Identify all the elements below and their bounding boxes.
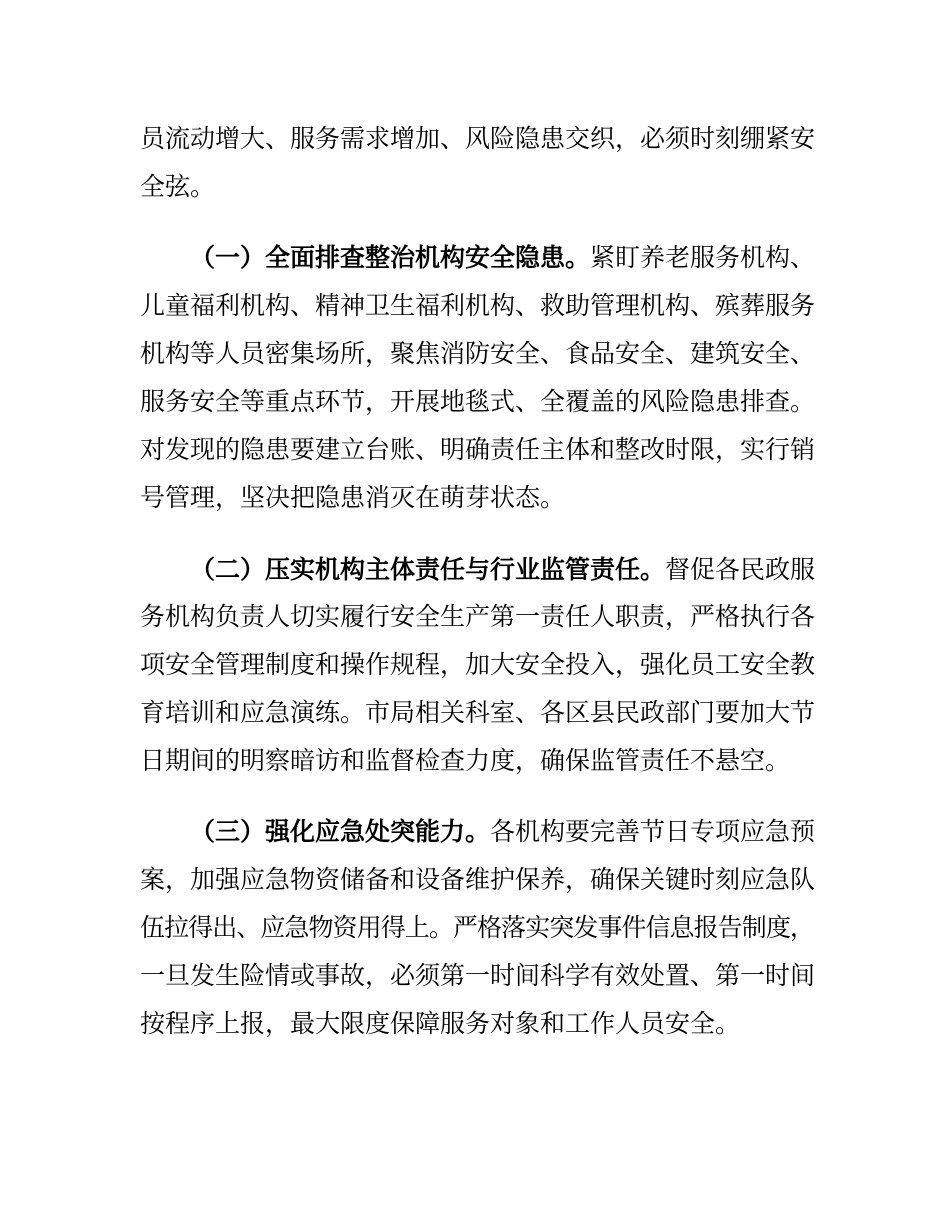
document-body xyxy=(140,116,816,1049)
text-line xyxy=(140,594,816,642)
body-text: 员流动增大、服务需求增加、风险隐患交织，必须时刻绷紧安 xyxy=(140,126,816,153)
body-text: 育培训和应急演练。市局相关科室、各区县民政部门要加大节 xyxy=(140,700,816,728)
body-text: 全弦。 xyxy=(140,174,216,202)
text-line xyxy=(140,164,816,212)
section-heading-text: （二）压实机构主体责任与行业监管责任。 xyxy=(190,555,666,584)
text-line xyxy=(140,379,816,427)
text-line xyxy=(140,116,816,164)
text-line xyxy=(140,690,816,738)
text-line xyxy=(140,738,816,786)
text-line xyxy=(140,857,816,905)
body-text: 项安全管理制度和操作规程，加大安全投入，强化员工安全教 xyxy=(140,651,816,679)
body-text: 紧盯养老服务机构、 xyxy=(590,245,816,273)
paragraph xyxy=(140,546,816,787)
body-text: 伍拉得出、应急物资用得上。严格落实突发事件信息报告制度， xyxy=(140,914,814,942)
body-text: 各机构要完善节日专项应急预 xyxy=(490,819,816,847)
text-line xyxy=(140,905,816,953)
text-line xyxy=(140,642,816,690)
body-text: 服务安全等重点环节，开展地毯式、全覆盖的风险隐患排查。 xyxy=(140,388,816,416)
paragraph xyxy=(140,116,816,212)
body-text: 督促各民政服 xyxy=(665,556,816,584)
text-line xyxy=(140,808,816,856)
paragraph xyxy=(140,234,816,523)
text-line xyxy=(140,234,816,282)
paragraph xyxy=(140,808,816,1049)
body-text: 机构等人员密集场所，聚焦消防安全、食品安全、建筑安全、 xyxy=(140,340,816,368)
body-text: 务机构负责人切实履行安全生产第一责任人职责，严格执行各 xyxy=(140,603,816,631)
text-line xyxy=(140,331,816,379)
section-heading-text: （三）强化应急处突能力。 xyxy=(190,818,491,847)
text-line xyxy=(140,475,816,523)
body-text: 案，加强应急物资储备和设备维护保养，确保关键时刻应急队 xyxy=(140,866,816,894)
body-text: 日期间的明察暗访和监督检查力度，确保监管责任不悬空。 xyxy=(140,748,791,776)
body-text: 按程序上报，最大限度保障服务对象和工作人员安全。 xyxy=(140,1011,741,1039)
text-line xyxy=(140,546,816,594)
text-line xyxy=(140,1001,816,1049)
body-text: 对发现的隐患要建立台账、明确责任主体和整改时限，实行销 xyxy=(140,437,816,465)
body-text: 一旦发生险情或事故，必须第一时间科学有效处置、第一时间 xyxy=(140,963,816,990)
text-line xyxy=(140,953,816,1001)
text-line xyxy=(140,427,816,475)
text-line xyxy=(140,283,816,331)
body-text: 号管理，坚决把隐患消灭在萌芽状态。 xyxy=(140,485,566,513)
section-heading-text: （一）全面排查整治机构安全隐患。 xyxy=(190,244,591,273)
body-text: 儿童福利机构、精神卫生福利机构、救助管理机构、殡葬服务 xyxy=(140,292,816,320)
